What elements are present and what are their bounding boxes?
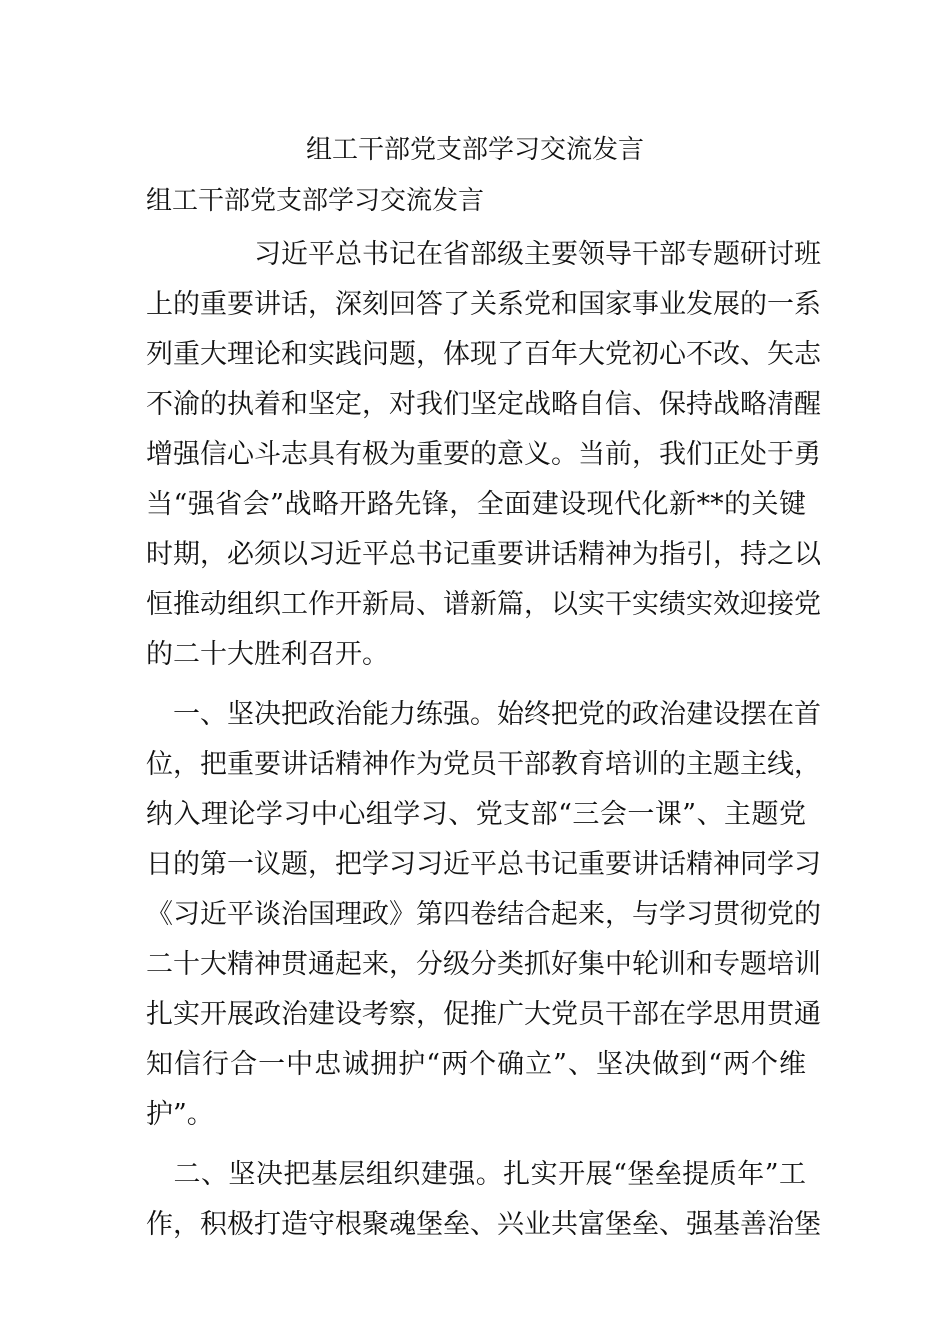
paragraph-line: 位，把重要讲话精神作为党员干部教育培训的主题主线， <box>146 749 821 780</box>
paragraph-line: 上的重要讲话，深刻回答了关系党和国家事业发展的一系 <box>146 289 821 320</box>
paragraph-line: 时期，必须以习近平总书记重要讲话精神为指引，持之以 <box>146 539 821 570</box>
document-subtitle: 组工干部党支部学习交流发言 <box>146 186 485 216</box>
paragraph-line: 《习近平谈治国理政》第四卷结合起来，与学习贯彻党的 <box>146 899 821 930</box>
paragraph-line: 当“强省会”战略开路先锋，全面建设现代化新**的关键 <box>146 489 806 520</box>
section-two-paragraph <box>146 1150 821 1250</box>
intro-paragraph <box>146 230 821 680</box>
paragraph-line: 二、坚决把基层组织建强。扎实开展“堡垒提质年”工 <box>146 1159 806 1190</box>
section-one-paragraph <box>146 690 821 1140</box>
paragraph-line: 纳入理论学习中心组学习、党支部“三会一课”、主题党 <box>146 799 806 830</box>
paragraph-line: 日的第一议题，把学习习近平总书记重要讲话精神同学习 <box>146 849 821 880</box>
paragraph-line: 的二十大胜利召开。 <box>146 639 389 670</box>
paragraph-line: 扎实开展政治建设考察，促推广大党员干部在学思用贯通 <box>146 999 821 1030</box>
paragraph-line: 作，积极打造守根聚魂堡垒、兴业共富堡垒、强基善治堡 <box>146 1209 821 1240</box>
document-title: 组工干部党支部学习交流发言 <box>305 135 644 165</box>
paragraph-line: 习近平总书记在省部级主要领导干部专题研讨班 <box>146 239 821 270</box>
paragraph-line: 不渝的执着和坚定，对我们坚定战略自信、保持战略清醒 <box>146 389 821 420</box>
paragraph-line: 增强信心斗志具有极为重要的意义。当前，我们正处于勇 <box>146 439 821 470</box>
paragraph-line: 护”。 <box>146 1099 214 1130</box>
paragraph-line: 一、坚决把政治能力练强。始终把党的政治建设摆在首 <box>146 699 821 730</box>
paragraph-line: 二十大精神贯通起来，分级分类抓好集中轮训和专题培训 <box>146 949 821 980</box>
paragraph-line: 列重大理论和实践问题，体现了百年大党初心不改、矢志 <box>146 339 821 370</box>
document-body <box>146 230 821 1250</box>
paragraph-line: 恒推动组织工作开新局、谱新篇，以实干实绩实效迎接党 <box>146 589 821 620</box>
paragraph-line: 知信行合一中忠诚拥护“两个确立”、坚决做到“两个维 <box>146 1049 806 1080</box>
